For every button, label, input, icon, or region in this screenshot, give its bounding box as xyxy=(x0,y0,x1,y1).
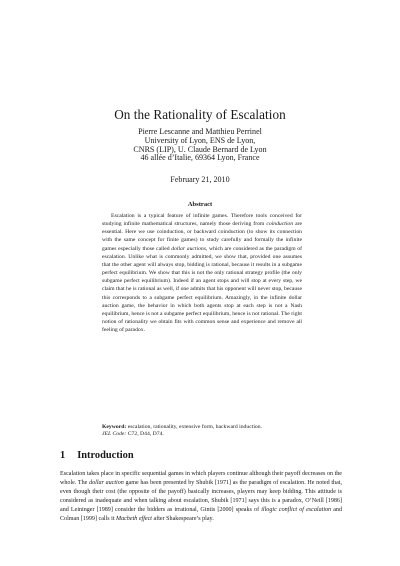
jel-line xyxy=(102,431,302,438)
body-emphasis: illogic conflict of escalation xyxy=(261,507,332,514)
abstract-paragraph xyxy=(102,212,302,334)
body-emphasis: dollar auction xyxy=(89,480,124,487)
abstract-text-run: are essential. Here we use coinduction, or backward coinduction (to show its connection with the same concept for finite games) to study carefully and formally the infinite games especially those called xyxy=(102,221,302,252)
body-text-run: and Colman [1999] calls it xyxy=(60,507,342,523)
paper-title: On the Rationality of Escalation xyxy=(114,107,286,122)
keywords-label: Keyword: xyxy=(102,424,127,430)
abstract-emphasis: coinduction xyxy=(266,221,294,228)
section-heading xyxy=(60,450,134,461)
section-number: 1 xyxy=(60,450,66,461)
author-line: 46 allée d’Italie, 69364 Lyon, France xyxy=(140,153,260,163)
body-emphasis: Macbeth effect xyxy=(116,516,152,523)
keywords-value: escalation, rationality, extensive form, backward induction. xyxy=(127,424,262,430)
jel-label: JEL Code: xyxy=(102,431,127,438)
section-title: Introduction xyxy=(77,450,134,461)
abstract-heading: Abstract xyxy=(187,201,213,208)
abstract-text-run: Escalation is a typical feature of infinite games. Therefore tools conceived for studying infinite mathematical structures, namely those deriving from xyxy=(102,213,302,228)
paper-date: February 21, 2010 xyxy=(170,175,230,184)
author-line: Pierre Lescanne and Matthieu Perrinel xyxy=(138,127,262,136)
keywords-line xyxy=(102,424,302,431)
abstract-emphasis: dollar auctions xyxy=(171,245,206,252)
keywords-block xyxy=(102,424,302,438)
abstract-body xyxy=(102,212,302,334)
introduction-body xyxy=(60,470,342,524)
body-paragraph xyxy=(60,470,342,524)
jel-value: C72, D44, D74. xyxy=(127,431,164,438)
body-text-run: Escalation takes place in specific sequential games in which players continue although their payoff decreases on the whole. The xyxy=(60,471,342,487)
author-block xyxy=(0,128,400,163)
body-text-run: after Shakespeare’s play. xyxy=(152,516,214,523)
author-line: University of Lyon, ENS de Lyon, xyxy=(144,135,256,145)
author-line: CNRS (LIP), U. Claude Bernard de Lyon xyxy=(133,144,267,154)
body-text-run: game has been presented by Shubik [1971] as the paradigm of escalation. He noted that, even though their cost (the opposite of the payoff) basically increases, players may keep bidding. This attitude is considered as inadequate and when talking about escalation, Shubik [1971] says this is a paradox, O’Neill [1986] and Leininger [1989] consider the bidders as irrational, Gintis [2000] speaks of xyxy=(60,480,342,514)
abstract-text-run: , which are considered as the paradigm of escalation. Unlike what is commonly admitted, we show that, provided one assumes that the other agent will always stop, bidding is rational, because it results in a subgame perfect equilibrium. We show that this is not the only rational strategy profile (the only subgame perfect equilibrium). Indeed if an agent stops and will stop at every step, we claim that he is rational as well, if one admits that his opponent will never stop, because this corresponds to a subgame perfect equilibrium. Amazingly, in the infinite dollar auction game, the behavior in which both agents stop at each step is not a Nash equilibrium, hence is not a subgame perfect equilibrium, hence is not rational. The right notion of rationality we obtain fits with common sense and experience and remove all feeling of paradox. xyxy=(102,245,302,334)
